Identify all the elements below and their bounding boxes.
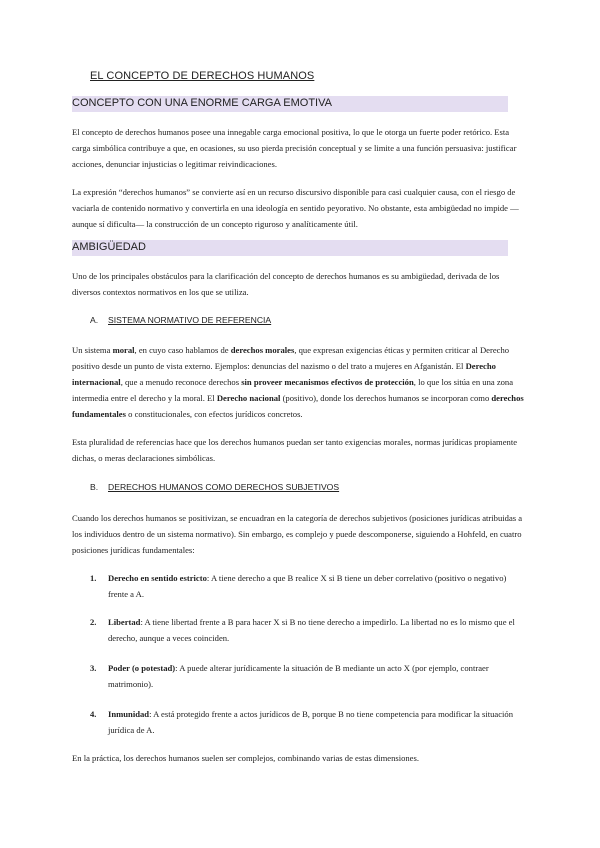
subsection-letter: A. (90, 315, 99, 325)
list-number: 2. (90, 617, 97, 627)
paragraph: El concepto de derechos humanos posee una innegable carga emocional positiva, lo que le otorga un fuerte poder retórico. Esta carga simbólica contribuye a que, en ocasiones, su uso pierda precisión conceptual y se limite a una función persuasiva: justificar acciones, denunciar injusticias o legitimar reivindicaciones. (72, 127, 517, 169)
list-item: 1. Derecho en sentido estricto: A tiene derecho a que B realice X si B tiene un deber correlativo (positivo o negativo) frente a A. (90, 570, 528, 602)
bold-term: derechos fundamentales (72, 393, 524, 419)
section-heading-band (72, 240, 508, 256)
subsection-heading (90, 315, 271, 325)
section-heading: CONCEPTO CON UNA ENORME CARGA EMOTIVA (72, 97, 332, 109)
list-term: Libertad (108, 617, 141, 627)
paragraph: Cuando los derechos humanos se positivizan, se encuadran en la categoría de derechos subjetivos (posiciones jurídicas atribuidas a los individuos dentro de un sistema normativo). Sin embargo, es complejo y puede descomponerse, siguiendo a Hohfeld, en cuatro posiciones jurídicas fundamentales: (72, 513, 523, 555)
subsection-title: DERECHOS HUMANOS COMO DERECHOS SUBJETIVOS (108, 482, 340, 492)
list-term: Derecho en sentido estricto (108, 573, 207, 583)
list-item: 2. Libertad: A tiene libertad frente a B para hacer X si B no tiene derecho a impedirlo. La libertad no es lo mismo que el derecho, aunque a veces coinciden. (90, 614, 528, 646)
list-item: 3. Poder (o potestad): A puede alterar jurídicamente la situación de B mediante un acto X (por ejemplo, contraer matrimonio). (90, 660, 528, 692)
subsection-letter: B. (90, 482, 99, 492)
paragraph: Un sistema moral, en cuyo caso hablamos de derechos morales, que expresan exigencias éticas y permiten criticar al Derecho positivo desde un punto de vista externo. Ejemplos: denuncias del nazismo o del trato a mujeres en Afganistán. El Derecho internacional, que a menudo reconoce derechos sin proveer mecanismos efectivos de protección, lo que los sitúa en una zona intermedia entre el derecho y la moral. El Derecho nacional (positivo), donde los derechos humanos se incorporan como derechos fundamentales o constitucionales, con efectos jurídicos concretos. (72, 345, 524, 419)
list-number: 4. (90, 709, 97, 719)
subsection-title: SISTEMA NORMATIVO DE REFERENCIA (108, 315, 272, 325)
bold-term: Derecho internacional (72, 361, 496, 387)
bold-term: Derecho nacional (216, 393, 281, 403)
page-title: EL CONCEPTO DE DERECHOS HUMANOS (90, 70, 315, 82)
list-number: 3. (90, 663, 97, 673)
list-term: Inmunidad (108, 709, 150, 719)
subsection-heading (90, 482, 339, 492)
list-item: 4. Inmunidad: A está protegido frente a actos jurídicos de B, porque B no tiene competencia para modificar la situación jurídica de A. (90, 706, 528, 738)
paragraph: Uno de los principales obstáculos para la clarificación del concepto de derechos humanos es su ambigüedad, derivada de los diversos contextos normativos en los que se utiliza. (72, 271, 500, 297)
bold-term: moral (112, 345, 135, 355)
paragraph: Esta pluralidad de referencias hace que los derechos humanos puedan ser tanto exigencias morales, normas jurídicas propiamente dichas, o meras declaraciones simbólicas. (72, 437, 518, 463)
section-heading: AMBIGÜEDAD (72, 241, 146, 253)
bold-term: derechos morales (230, 345, 295, 355)
bold-term: sin proveer mecanismos efectivos de protección (241, 377, 414, 387)
paragraph: La expresión “derechos humanos” se convierte así en un recurso discursivo disponible para casi cualquier causa, con el riesgo de vaciarla de contenido normativo y convertirla en una ideología en sentido peyorativo. No obstante, esta ambigüedad no impide —aunque sí dificulta— la construcción de un concepto riguroso y analíticamente útil. (72, 187, 519, 229)
list-number: 1. (90, 573, 97, 583)
section-heading-band (72, 96, 508, 112)
list-term: Poder (o potestad) (108, 663, 176, 673)
paragraph: En la práctica, los derechos humanos suelen ser complejos, combinando varias de estas dimensiones. (72, 753, 419, 763)
